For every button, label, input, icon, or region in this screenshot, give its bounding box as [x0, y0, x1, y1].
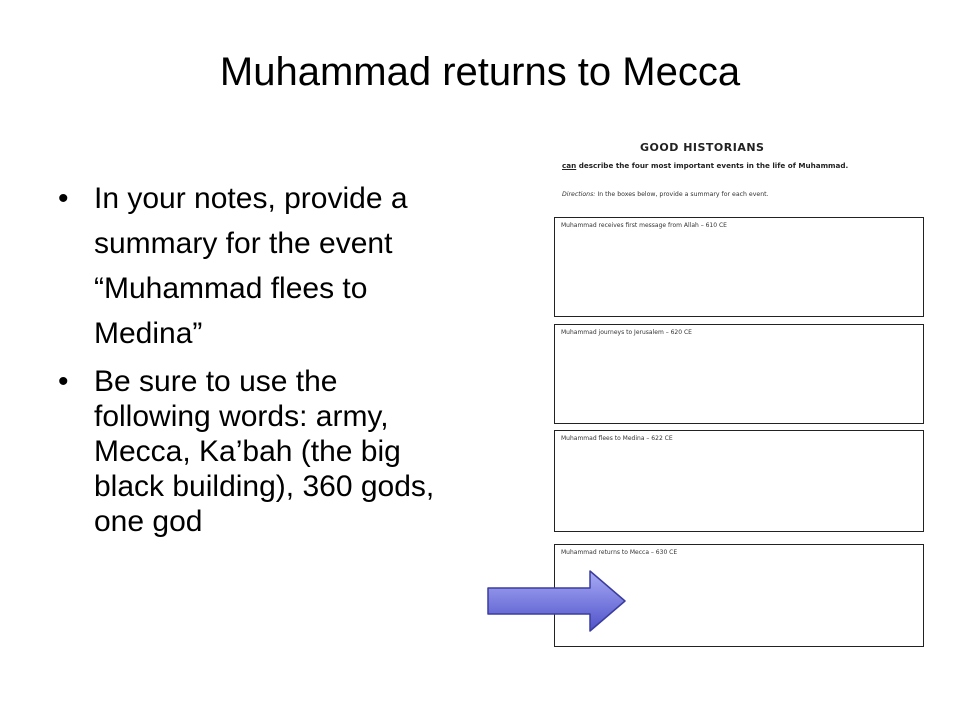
slide-title: Muhammad returns to Mecca [219, 50, 741, 94]
worksheet-subtitle-can: can [562, 161, 577, 170]
worksheet-subtitle-text: describe the four most important events in the life of Muhammad. [576, 161, 849, 170]
bullet-list [58, 176, 528, 539]
bullet-marker: • [58, 182, 69, 215]
summary-box-first-message [554, 217, 924, 317]
bullet-line: Be sure to use the [94, 365, 338, 398]
summary-box-label: Muhammad returns to Mecca – 630 CE [561, 549, 678, 556]
summary-box-medina [554, 430, 924, 532]
bullet-line: summary for the event [94, 227, 393, 260]
bullet-item-words [58, 364, 528, 539]
summary-box-label: Muhammad flees to Medina – 622 CE [561, 435, 673, 442]
summary-box-jerusalem [554, 324, 924, 424]
summary-box-label: Muhammad journeys to Jerusalem – 620 CE [561, 329, 692, 336]
bullet-line: black building), 360 gods, [94, 470, 435, 503]
directions-label: Directions: [562, 191, 596, 198]
bullet-line: Mecca, Ka’bah (the big [94, 435, 401, 468]
right-arrow-icon [486, 569, 628, 633]
worksheet-directions [562, 191, 769, 198]
bullet-line: following words: army, [94, 400, 389, 433]
directions-text: In the boxes below, provide a summary for each event. [595, 191, 769, 198]
bullet-line: “Muhammad flees to [94, 272, 368, 305]
bullet-marker: • [58, 365, 69, 398]
bullet-item-notes [58, 176, 528, 356]
bullet-line: one god [94, 505, 203, 538]
bullet-line: In your notes, provide a [94, 182, 408, 215]
worksheet-header: GOOD HISTORIANS [640, 141, 765, 154]
summary-box-label: Muhammad receives first message from Allah – 610 CE [561, 222, 727, 229]
bullet-line: Medina” [94, 317, 203, 350]
worksheet-subtitle [562, 161, 848, 170]
